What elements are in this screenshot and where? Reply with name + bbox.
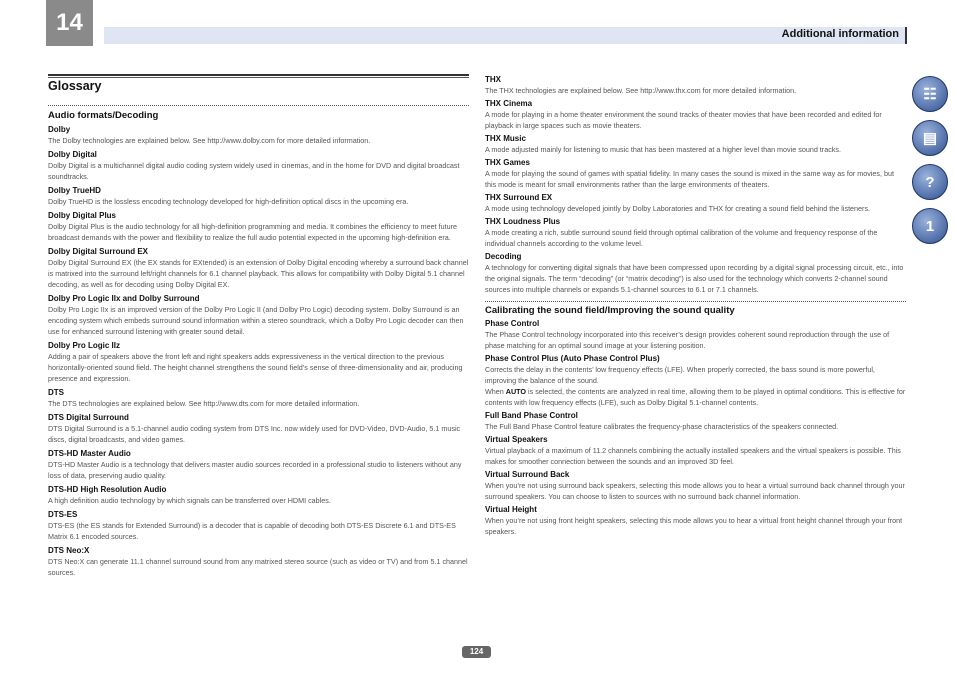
glossary-description: A mode using technology developed jointly by Dolby Laboratories and THX for creating a sound field behind the listeners. — [485, 204, 871, 213]
glossary-description: The THX technologies are explained below. See http://www.thx.com for more detailed information. — [485, 86, 797, 95]
glossary-entry — [485, 99, 906, 131]
glossary-term: Dolby TrueHD — [48, 186, 101, 195]
right-column — [485, 72, 906, 537]
glossary-term: Virtual Surround Back — [485, 470, 570, 479]
glossary-description: Dolby Digital Plus is the audio technology for all high-definition programming and media. It combines the efficiency to meet future broadcast demands with the power and flexibility to realize the full audio potential expected in the upcoming high-definition era. — [48, 222, 457, 242]
glossary-entry — [485, 158, 906, 190]
one-touch-icon[interactable]: 1 — [912, 208, 948, 244]
glossary-description: Virtual playback of a maximum of 11.2 channels combining the actually installed speakers and the virtual speakers is possible. This makes for smoother connection between the sounds and an improved 3D feel. — [485, 446, 901, 466]
glossary-term: DTS Digital Surround — [48, 413, 129, 422]
glossary-term: Dolby Digital — [48, 150, 97, 159]
glossary-description: Corrects the delay in the contents’ low frequency effects (LFE). When properly corrected, the bass sound is more powerful, improving the balance of the sound. — [485, 365, 875, 385]
glossary-entry — [485, 354, 906, 408]
glossary-entry — [485, 75, 906, 96]
question-icon[interactable]: ? — [912, 164, 948, 200]
left-column — [48, 110, 469, 578]
glossary-entry — [485, 319, 906, 351]
glossary-entry — [485, 252, 906, 295]
glossary-description: A mode adjusted mainly for listening to music that has been mastered at a higher level than movie sound tracks. — [485, 145, 841, 154]
glossary-term: THX Music — [485, 134, 526, 143]
glossary-entry — [48, 413, 469, 445]
glossary-description: Adding a pair of speakers above the front left and right speakers adds expressiveness in the vertical direction to the previous horizontally-oriented sound field. The height channel strengthens the sound field’s sense of three-dimensionality and air, producing presence and expression. — [48, 352, 463, 383]
glossary-entry — [48, 211, 469, 243]
left-entries — [48, 125, 469, 578]
section-heading-calibrating: Calibrating the sound field/Improving the sound quality — [485, 305, 735, 316]
glossary-term: THX Cinema — [485, 99, 533, 108]
glossary-term: Dolby Pro Logic IIx and Dolby Surround — [48, 294, 200, 303]
glossary-description: DTS Neo:X can generate 11.1 channel surround sound from any matrixed stereo source (such as video or TV) and from 5.1 channel sources. — [48, 557, 468, 577]
glossary-description: A high definition audio technology by which signals can be transferred over HDMI cables. — [48, 496, 331, 505]
glossary-description: The Dolby technologies are explained below. See http://www.dolby.com for more detailed information. — [48, 136, 371, 145]
glossary-description: Dolby TrueHD is the lossless encoding technology developed for high-definition optical discs in the upcoming era. — [48, 197, 409, 206]
glossary-term: Phase Control — [485, 319, 540, 328]
glossary-term: Dolby — [48, 125, 71, 134]
glossary-entry — [485, 217, 906, 249]
glossary-description: The Phase Control technology incorporated into this receiver’s design provides coherent sound reproduction through the use of phase matching for an optimal sound image at your listening position. — [485, 330, 890, 350]
book-icon[interactable]: ☷ — [912, 76, 948, 112]
glossary-entry — [485, 505, 906, 537]
auto-note-post: is selected, the contents are analyzed in real time, allowing them to be played in optimal conditions. This is effective for contents with low frequency effects (LFE), such as Dolby Digital 5.1-channel contents. — [485, 387, 906, 407]
page-number: 124 — [462, 646, 491, 658]
glossary-description: When you’re not using front height speakers, selecting this mode allows you to hear a virtual front height channel through your front speakers. — [485, 516, 903, 536]
glossary-title: Glossary — [48, 79, 102, 93]
glossary-entry — [48, 485, 469, 506]
glossary-term: Decoding — [485, 252, 522, 261]
glossary-term: Virtual Height — [485, 505, 537, 514]
auto-note-pre: When — [485, 387, 506, 396]
glossary-term: DTS-ES — [48, 510, 78, 519]
glossary-entry — [48, 150, 469, 182]
glossary-entry — [485, 134, 906, 155]
chapter-number: 14 — [46, 0, 93, 46]
glossary-term: Virtual Speakers — [485, 435, 548, 444]
glossary-description: A mode for playing the sound of games with spatial fidelity. In many cases the sound is mixed in the same way as for movies, but this mode is meant for small environments rather than the large environments of theaters. — [485, 169, 894, 189]
glossary-term: Phase Control Plus (Auto Phase Control Plus) — [485, 354, 660, 363]
glossary-term: Dolby Digital Surround EX — [48, 247, 149, 256]
glossary-entry — [48, 247, 469, 290]
glossary-description: Dolby Digital is a multichannel digital audio coding system widely used in cinemas, and in the home for DVD and digital broadcast soundtracks. — [48, 161, 460, 181]
glossary-entry — [48, 341, 469, 384]
glossary-description: A mode for playing in a home theater environment the sound tracks of theater movies that have been recorded and edited for playback in large spaces such as movie theaters. — [485, 110, 882, 130]
side-icons — [912, 76, 948, 252]
glossary-entry — [48, 294, 469, 337]
glossary-description: DTS-ES (the ES stands for Extended Surround) is a decoder that is capable of decoding both DTS-ES Discrete 6.1 and DTS-ES Matrix 6.1 encoded sources. — [48, 521, 456, 541]
section-divider-left — [48, 105, 469, 106]
section-heading-audio: Audio formats/Decoding — [48, 110, 159, 121]
glossary-term: THX Games — [485, 158, 530, 167]
glossary-entry — [485, 411, 906, 432]
glossary-entry — [48, 125, 469, 146]
glossary-description: Dolby Digital Surround EX (the EX stands for EXtended) is an extension of Dolby Digital encoding whereby a surround back channel is matrixed into the surround left/right channels for 6.1 channel playback. This allows for compatibility with Dolby Digital 5.1 channel decoding, as well as for decoding using Dolby Digital EX. — [48, 258, 469, 289]
right-entries-bottom — [485, 319, 906, 537]
glossary-term: Full Band Phase Control — [485, 411, 578, 420]
auto-note — [485, 386, 906, 408]
top-rule-left — [48, 74, 469, 76]
auto-keyword: AUTO — [505, 387, 527, 396]
glossary-description: A technology for converting digital signals that have been compressed upon recording by a digital signal processing circuit, etc., into the original signals. The term “decoding” (or “matrix decoding”) is also used for the technology which converts 2-channel sound sources into multiple channels or expands 5.1-channel sources to 6.1 or 7.1 channels. — [485, 263, 904, 294]
header-title: Additional information — [781, 28, 899, 40]
glossary-term: Dolby Pro Logic IIz — [48, 341, 121, 350]
glossary-description: When you’re not using surround back speakers, selecting this mode allows you to hear a virtual surround back channel through your surround speakers. You can choose to listen to sources with no surround back channel information. — [485, 481, 905, 501]
glossary-entry — [48, 546, 469, 578]
glossary-entry — [48, 186, 469, 207]
glossary-entry — [485, 435, 906, 467]
glossary-entry — [48, 388, 469, 409]
top-rule-left-thin — [48, 77, 469, 78]
glossary-term: DTS — [48, 388, 64, 397]
glossary-description: Dolby Pro Logic IIx is an improved version of the Dolby Pro Logic II (and Dolby Pro Logic) decoding system. Dolby Surround is an encoding system which embeds surround sound information within a stereo soundtrack, which a Dolby Pro Logic decoder can then use for enhanced surround listening with greater sound detail. — [48, 305, 464, 336]
glossary-term: DTS-HD High Resolution Audio — [48, 485, 167, 494]
glossary-description: The Full Band Phase Control feature calibrates the frequency-phase characteristics of the speakers connected. — [485, 422, 839, 431]
glossary-term: Dolby Digital Plus — [48, 211, 117, 220]
glossary-description: DTS Digital Surround is a 5.1-channel audio coding system from DTS Inc. now widely used for DVD-Video, DVD-Audio, 5.1 music discs, digital broadcasts, and video games. — [48, 424, 461, 444]
header-bar — [104, 27, 907, 44]
glossary-description: DTS-HD Master Audio is a technology that delivers master audio sources recorded in a professional studio to listeners without any loss of data, preserving audio quality. — [48, 460, 462, 480]
glossary-description: A mode creating a rich, subtle surround sound field through optimal calibration of the volume and frequency response of the individual channels according to the volume level. — [485, 228, 878, 248]
glossary-term: DTS-HD Master Audio — [48, 449, 131, 458]
glossary-term: THX Surround EX — [485, 193, 553, 202]
glossary-entry — [48, 510, 469, 542]
receiver-icon[interactable]: ▤ — [912, 120, 948, 156]
glossary-entry — [485, 470, 906, 502]
glossary-term: THX Loudness Plus — [485, 217, 561, 226]
glossary-term: THX — [485, 75, 501, 84]
glossary-description: The DTS technologies are explained below. See http://www.dts.com for more detailed information. — [48, 399, 360, 408]
glossary-entry — [485, 193, 906, 214]
right-entries-top — [485, 75, 906, 295]
glossary-term: DTS Neo:X — [48, 546, 90, 555]
section-divider-right — [485, 301, 906, 316]
glossary-entry — [48, 449, 469, 481]
